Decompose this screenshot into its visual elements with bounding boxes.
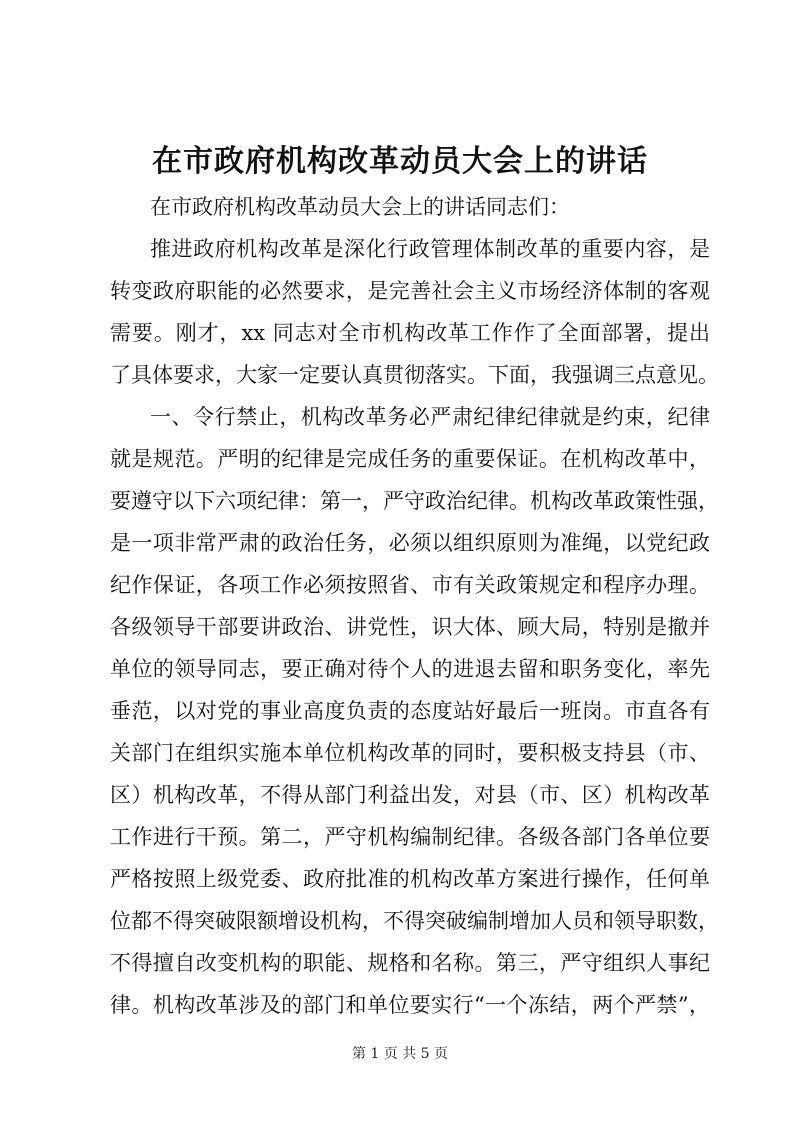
text-line: 关部门在组织实施本单位机构改革的同时，要积极支持县（市、	[110, 741, 710, 765]
text-line: 纪作保证，各项工作必须按照省、市有关政策规定和程序办理。	[110, 573, 710, 597]
text-line: 位都不得突破限额增设机构，不得突破编制增加人员和领导职数，	[110, 909, 719, 933]
text-line: 推进政府机构改革是深化行政管理体制改革的重要内容，是	[150, 237, 710, 261]
text-line: 一、令行禁止，机构改革务必严肃纪律纪律就是约束，纪律	[150, 405, 710, 429]
text-line: 垂范，以对党的事业高度负责的态度站好最后一班岗。市直各有	[110, 699, 710, 723]
text-line: 区）机构改革，不得从部门利益出发，对县（市、区）机构改革	[110, 783, 710, 807]
text-line: 了具体要求，大家一定要认真贯彻落实。下面，我强调三点意见。	[110, 363, 719, 387]
text-line: 各级领导干部要讲政治、讲党性，识大体、顾大局，特别是撤并	[110, 615, 710, 639]
text-line: 就是规范。严明的纪律是完成任务的重要保证。在机构改革中，	[110, 447, 710, 471]
text-line: 严格按照上级党委、政府批准的机构改革方案进行操作，任何单	[110, 867, 710, 891]
text-line: 要遵守以下六项纪律：第一，严守政治纪律。机构改革政策性强，	[110, 489, 719, 513]
text-line: 转变政府职能的必然要求，是完善社会主义市场经济体制的客观	[110, 279, 710, 303]
text-line: 需要。刚才，xx 同志对全市机构改革工作作了全面部署，提出	[110, 321, 710, 345]
text-line: 不得擅自改变机构的职能、规格和名称。第三，严守组织人事纪	[110, 951, 710, 975]
page-footer: 第 1 页 共 5 页	[351, 1046, 449, 1062]
text-line: 在市政府机构改革动员大会上的讲话同志们：	[150, 195, 570, 219]
text-line: 单位的领导同志，要正确对待个人的进退去留和职务变化，率先	[110, 657, 710, 681]
text-line: 是一项非常严肃的政治任务，必须以组织原则为准绳，以党纪政	[110, 531, 710, 555]
document-body	[110, 186, 719, 1026]
text-line: 律。机构改革涉及的部门和单位要实行“一个冻结，两个严禁”，	[110, 993, 710, 1017]
document-title: 在市政府机构改革动员大会上的讲话	[152, 144, 648, 179]
text-line: 工作进行干预。第二，严守机构编制纪律。各级各部门各单位要	[110, 825, 710, 849]
